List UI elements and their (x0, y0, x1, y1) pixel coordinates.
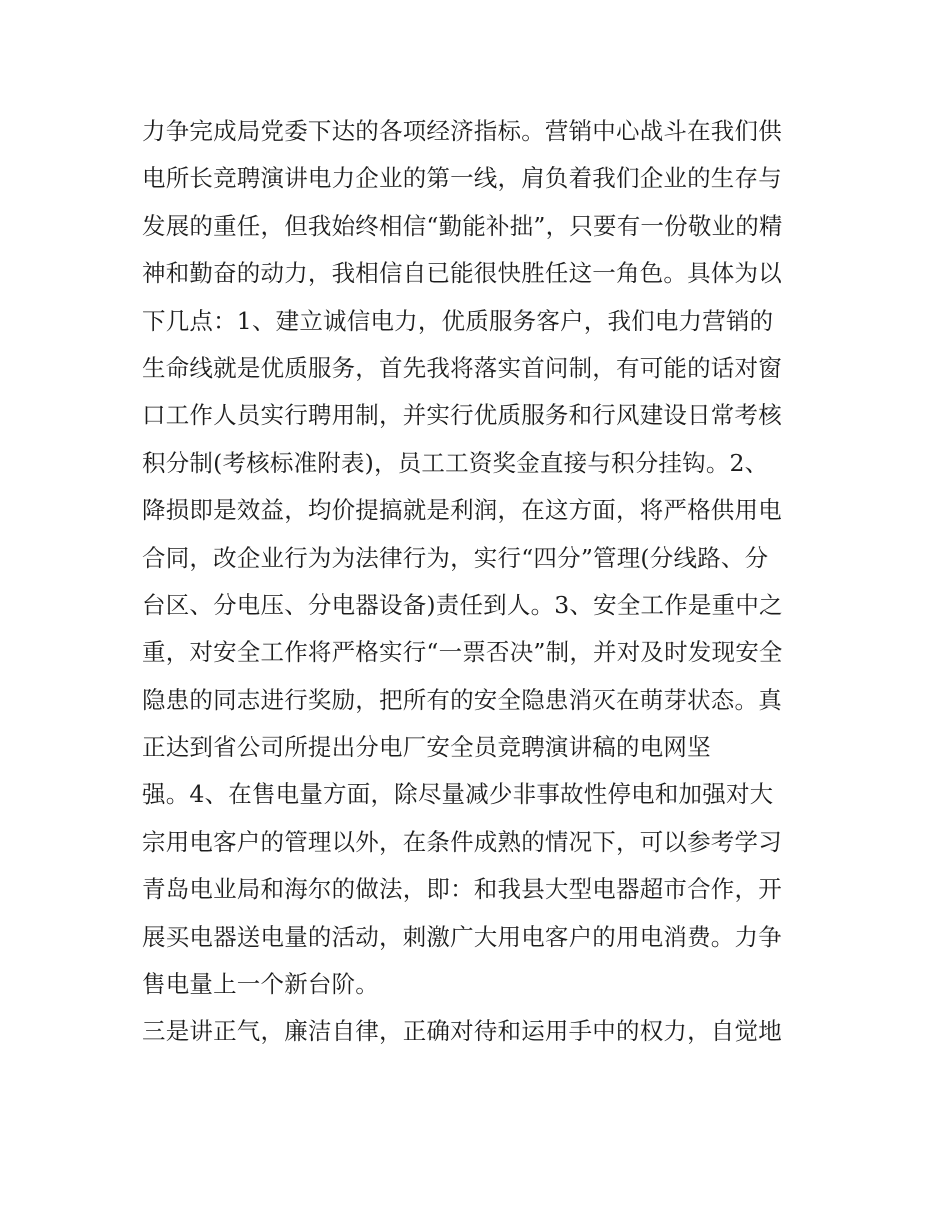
text-line: 三是讲正气，廉洁自律，正确对待和运用手中的权力，自觉地 (142, 1017, 782, 1046)
body-text (142, 108, 822, 1056)
text-line: 售电量上一个新台阶。 (142, 970, 379, 999)
text-line: 台区、分电压、分电器设备)责任到人。3、安全工作是重中之 (142, 590, 783, 619)
text-line: 隐患的同志进行奖励，把所有的安全隐患消灭在萌芽状态。真 (142, 685, 782, 714)
text-line: 发展的重任，但我始终相信“勤能补拙”，只要有一份敬业的精 (142, 211, 783, 240)
text-line: 下几点：1、建立诚信电力，优质服务客户，我们电力营销的 (142, 306, 774, 335)
text-line: 正达到省公司所提出分电厂安全员竞聘演讲稿的电网坚 (142, 733, 711, 762)
text-line: 青岛电业局和海尔的做法，即：和我县大型电器超市合作，开 (142, 875, 782, 904)
text-line: 展买电器送电量的活动，刺激广大用电客户的用电消费。力争 (142, 922, 782, 951)
text-line: 重，对安全工作将严格实行“一票否决”制，并对及时发现安全 (142, 638, 783, 667)
text-line: 神和勤奋的动力，我相信自已能很快胜任这一角色。具体为以 (142, 259, 782, 288)
text-line: 生命线就是优质服务，首先我将落实首问制，有可能的话对窗 (142, 353, 782, 382)
text-line: 合同，改企业行为为法律行为，实行“四分”管理(分线路、分 (142, 543, 769, 572)
text-line: 强。4、在售电量方面，除尽量减少非事故性停电和加强对大 (142, 780, 774, 809)
text-line: 积分制(考核标准附表)，员工工资奖金直接与积分挂钩。2、 (142, 448, 769, 477)
text-line: 宗用电客户的管理以外，在条件成熟的情况下，可以参考学习 (142, 827, 782, 856)
text-line: 电所长竞聘演讲电力企业的第一线，肩负着我们企业的生存与 (142, 164, 782, 193)
text-line: 力争完成局党委下达的各项经济指标。营销中心战斗在我们供 (142, 117, 782, 145)
text-line: 降损即是效益，均价提搞就是利润，在这方面，将严格供用电 (142, 496, 782, 525)
text-line: 口工作人员实行聘用制，并实行优质服务和行风建设日常考核 (142, 401, 782, 430)
